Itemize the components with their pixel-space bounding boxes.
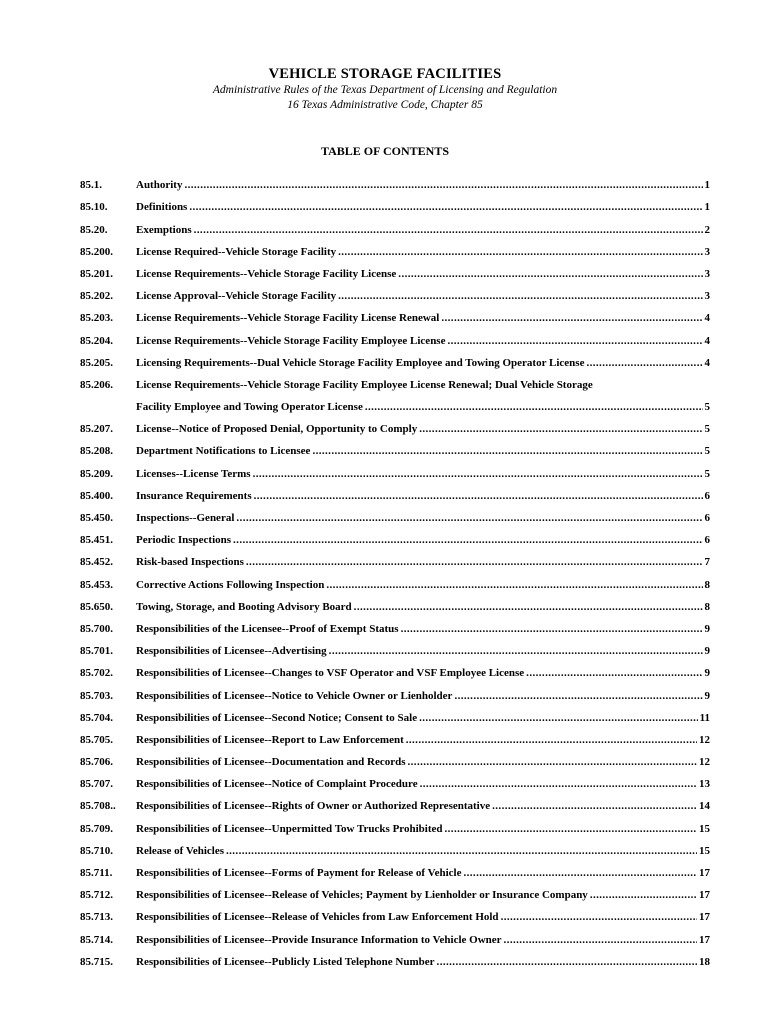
toc-entry-page: 5 [704, 467, 710, 480]
toc-entry-number: 85.207. [80, 423, 113, 436]
toc-entry-number: 85.205. [80, 356, 113, 369]
toc-entry-number: 85.202. [80, 290, 113, 303]
toc-entry-continuation [80, 392, 710, 414]
toc-entry-title: License Requirements--Vehicle Storage Facility Employee License Renewal; Dual Vehicle Storage [136, 378, 593, 391]
toc-entry-number: 85.703. [80, 689, 113, 702]
toc-entry [80, 237, 710, 259]
toc-entry-page: 3 [704, 290, 710, 303]
toc-entry-number: 85.209. [80, 467, 113, 480]
toc-entry-page: 4 [704, 312, 710, 325]
toc-entry-title: License Requirements--Vehicle Storage Facility License [136, 267, 397, 280]
toc-entry-number: 85.1. [80, 179, 102, 192]
toc-entry [80, 281, 710, 303]
toc-entry-title: Risk-based Inspections [136, 556, 244, 569]
toc-entry-page: 17 [699, 933, 710, 946]
toc-entry-page: 1 [704, 179, 710, 192]
toc-entry-title: Release of Vehicles [136, 844, 224, 857]
dot-leader [189, 201, 702, 214]
toc-entry-title: Definitions [136, 201, 188, 214]
toc-entry [80, 592, 710, 614]
toc-entry-title: Responsibilities of the Licensee--Proof of Exempt Status [136, 622, 399, 635]
toc-entry-page: 5 [704, 423, 710, 436]
toc-entry-page: 3 [704, 245, 710, 258]
toc-entry-title: License Requirements--Vehicle Storage Facility License Renewal [136, 312, 440, 325]
dot-leader [338, 290, 702, 303]
dot-leader [254, 490, 703, 503]
toc-entry [80, 813, 710, 835]
toc-entry-title: Responsibilities of Licensee--Release of Vehicles from Law Enforcement Hold [136, 911, 499, 924]
toc-entry [80, 880, 710, 902]
toc-entry [80, 525, 710, 547]
toc-entry-title: Responsibilities of Licensee--Publicly Listed Telephone Number [136, 955, 435, 968]
toc-entry-title-continuation: Facility Employee and Towing Operator License [136, 401, 363, 414]
toc-entry-page: 4 [704, 334, 710, 347]
toc-entry-number: 85.708.. [80, 800, 116, 813]
toc-entry-title: Responsibilities of Licensee--Documentation and Records [136, 756, 406, 769]
toc-entry-number: 85.704. [80, 711, 113, 724]
toc-entry [80, 192, 710, 214]
toc-entry-number: 85.701. [80, 645, 113, 658]
dot-leader [401, 623, 703, 636]
toc-entry-page: 9 [704, 622, 710, 635]
dot-leader [492, 800, 697, 813]
toc-entry-page: 5 [704, 401, 710, 414]
dot-leader [194, 224, 703, 237]
toc-entry-title: Responsibilities of Licensee--Unpermitted Tow Trucks Prohibited [136, 822, 443, 835]
dot-leader [354, 601, 703, 614]
toc-entry-page: 15 [699, 822, 710, 835]
toc-entry-number: 85.10. [80, 201, 108, 214]
toc-entry-page: 9 [704, 689, 710, 702]
toc-entry-page: 12 [699, 733, 710, 746]
toc-entry-title: Insurance Requirements [136, 489, 252, 502]
toc-entry-title: Responsibilities of Licensee--Report to Law Enforcement [136, 733, 404, 746]
toc-entry [80, 325, 710, 347]
dot-leader [445, 823, 698, 836]
toc-entry [80, 370, 710, 392]
toc-entry-page: 5 [704, 445, 710, 458]
dot-leader [419, 423, 702, 436]
toc-entry [80, 458, 710, 480]
toc-entry-title: License Approval--Vehicle Storage Facility [136, 290, 337, 303]
toc-entry-title: Licensing Requirements--Dual Vehicle Storage Facility Employee and Towing Operator License [136, 356, 585, 369]
toc-entry-title: Licenses--License Terms [136, 467, 251, 480]
toc-entry-page: 14 [699, 800, 710, 813]
toc-entry-title: License--Notice of Proposed Denial, Opportunity to Comply [136, 423, 418, 436]
toc-entry-page: 8 [704, 600, 710, 613]
toc-entry-title: Responsibilities of Licensee--Advertising [136, 645, 327, 658]
toc-entry-title: Responsibilities of Licensee--Release of Vehicles; Payment by Lienholder or Insurance Company [136, 889, 588, 902]
toc-entry-number: 85.700. [80, 622, 113, 635]
toc-entry [80, 348, 710, 370]
toc-entry [80, 680, 710, 702]
document-subtitle-code: 16 Texas Administrative Code, Chapter 85 [287, 99, 483, 111]
dot-leader [312, 445, 702, 458]
toc-entry-number: 85.452. [80, 556, 113, 569]
toc-heading: TABLE OF CONTENTS [320, 144, 450, 158]
toc-entry [80, 481, 710, 503]
dot-leader [184, 179, 702, 192]
toc-entry [80, 170, 710, 192]
toc-entry-number: 85.710. [80, 844, 113, 857]
toc-entry-page: 9 [704, 645, 710, 658]
toc-entry-number: 85.450. [80, 512, 113, 524]
toc-entry-title: Responsibilities of Licensee--Second Notice; Consent to Sale [136, 711, 418, 724]
toc-entry [80, 902, 710, 924]
dot-leader [437, 956, 697, 969]
document-title: VEHICLE STORAGE FACILITIES [268, 66, 502, 82]
toc-entry-title: License Required--Vehicle Storage Facility [136, 245, 337, 258]
toc-entry-page: 6 [704, 512, 710, 524]
dot-leader [406, 734, 697, 747]
toc-entry [80, 703, 710, 725]
dot-leader [420, 778, 697, 791]
document-subtitle-agency: Administrative Rules of the Texas Department of Licensing and Regulation [212, 84, 558, 96]
toc-entry-number: 85.715. [80, 955, 113, 968]
dot-leader [398, 268, 702, 281]
dot-leader [504, 934, 697, 947]
dot-leader [590, 889, 697, 902]
toc-entry-title: Exemptions [136, 223, 192, 236]
toc-entry-title: Responsibilities of Licensee--Notice to Vehicle Owner or Lienholder [136, 689, 453, 702]
toc-entry-page: 12 [699, 756, 710, 769]
toc-entry-page: 13 [699, 778, 710, 791]
toc-entry-page: 9 [704, 667, 710, 680]
toc-entry-page: 1 [704, 201, 710, 214]
toc-entry-number: 85.712. [80, 889, 113, 902]
toc-entry [80, 436, 710, 458]
toc-entry-title: Responsibilities of Licensee--Provide Insurance Information to Vehicle Owner [136, 933, 502, 946]
toc-entry-number: 85.711. [80, 867, 113, 879]
toc-entry-number: 85.453. [80, 578, 113, 591]
dot-leader [365, 401, 703, 414]
toc-entry-title: License Requirements--Vehicle Storage Facility Employee License [136, 334, 446, 347]
dot-leader [586, 357, 702, 370]
toc-entry-number: 85.714. [80, 933, 113, 946]
toc-entry-number: 85.705. [80, 733, 113, 746]
dot-leader [246, 556, 703, 569]
toc-entry-page: 17 [699, 889, 710, 902]
dot-leader [447, 335, 702, 348]
toc-entry-page: 8 [704, 578, 710, 591]
toc-entry [80, 636, 710, 658]
toc-entry-title: Responsibilities of Licensee--Rights of Owner or Authorized Representative [136, 800, 491, 813]
toc-entry-title: Responsibilities of Licensee--Changes to VSF Operator and VSF Employee License [136, 667, 525, 680]
toc-entry-page: 17 [699, 911, 710, 924]
toc-entry [80, 259, 710, 281]
dot-leader [326, 579, 702, 592]
dot-leader [236, 512, 702, 525]
toc-entry-number: 85.707. [80, 778, 113, 791]
dot-leader [253, 468, 703, 481]
toc-entry-number: 85.706. [80, 756, 113, 769]
toc-entry-page: 6 [704, 534, 710, 547]
toc-entry-number: 85.206. [80, 378, 113, 391]
toc-entry [80, 303, 710, 325]
toc-entry-number: 85.201. [80, 267, 113, 280]
toc-entry [80, 858, 710, 880]
dot-leader [233, 534, 702, 547]
toc-entry-title: Inspections--General [136, 512, 235, 524]
toc-entry-title: Authority [136, 179, 183, 192]
toc-entry [80, 769, 710, 791]
toc-entry-page: 6 [704, 489, 710, 502]
toc-entry-title: Periodic Inspections [136, 534, 232, 547]
toc-entry [80, 503, 710, 525]
toc-entry [80, 569, 710, 591]
toc-entry [80, 414, 710, 436]
toc-entry-number: 85.702. [80, 667, 113, 680]
toc-entry-number: 85.650. [80, 600, 113, 613]
toc-entry-page: 4 [704, 356, 710, 369]
dot-leader [226, 845, 697, 858]
toc-entry-title: Corrective Actions Following Inspection [136, 578, 325, 591]
toc-entry-number: 85.451. [80, 534, 113, 547]
dot-leader [454, 690, 702, 703]
toc-entry-title: Towing, Storage, and Booting Advisory Board [136, 600, 352, 613]
toc-entry-number: 85.200. [80, 245, 113, 258]
toc-entry-number: 85.208. [80, 445, 113, 458]
toc-entry-number: 85.709. [80, 822, 113, 835]
toc-entry-number: 85.713. [80, 911, 113, 924]
toc-entry [80, 836, 710, 858]
toc-entry-number: 85.400. [80, 489, 113, 502]
toc-entry [80, 947, 710, 969]
toc-entry-page: 3 [704, 267, 710, 280]
table-of-contents [80, 170, 710, 969]
dot-leader [441, 312, 702, 325]
toc-entry-title: Department Notifications to Licensee [136, 445, 311, 458]
toc-entry-page: 2 [704, 223, 710, 236]
toc-entry [80, 791, 710, 813]
toc-entry-page: 17 [699, 867, 710, 879]
toc-entry-number: 85.204. [80, 334, 113, 347]
dot-leader [501, 911, 697, 924]
dot-leader [526, 667, 702, 680]
dot-leader [419, 712, 698, 725]
toc-entry [80, 214, 710, 236]
toc-entry-number: 85.20. [80, 223, 108, 236]
toc-entry [80, 725, 710, 747]
toc-entry [80, 747, 710, 769]
toc-entry-number: 85.203. [80, 312, 113, 325]
dot-leader [463, 867, 697, 880]
toc-entry-page: 7 [704, 556, 710, 569]
toc-entry-page: 18 [699, 955, 710, 968]
toc-entry [80, 924, 710, 946]
toc-entry-page: 11 [699, 711, 710, 724]
dot-leader [338, 246, 702, 259]
dot-leader [408, 756, 698, 769]
toc-entry-page: 15 [699, 844, 710, 857]
toc-entry [80, 658, 710, 680]
toc-entry-title: Responsibilities of Licensee--Forms of Payment for Release of Vehicle [136, 867, 462, 879]
toc-entry-title: Responsibilities of Licensee--Notice of Complaint Procedure [136, 778, 418, 791]
toc-entry [80, 547, 710, 569]
dot-leader [329, 645, 703, 658]
toc-entry [80, 614, 710, 636]
